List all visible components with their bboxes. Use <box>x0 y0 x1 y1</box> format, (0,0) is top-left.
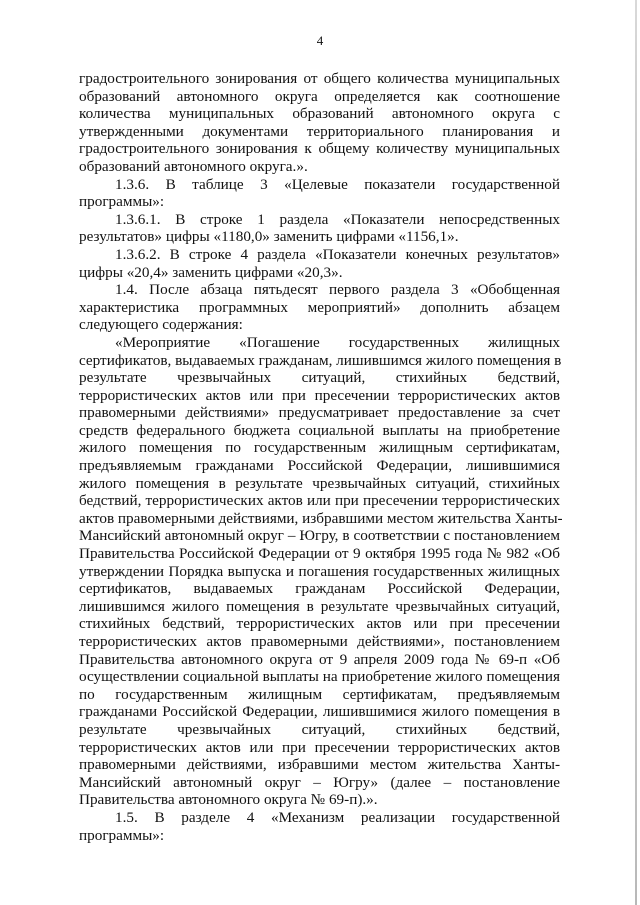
text-line: утверждении Порядка выпуска и погашения государственных жилищных <box>79 562 560 580</box>
text-line: сертификатов, выдаваемых гражданам Российской Федерации, <box>79 580 560 598</box>
text-line: результатов» цифры «1180,0» заменить цифрами «1156,1». <box>79 228 459 246</box>
text-line: цифры «20,4» заменить цифрами «20,3». <box>79 263 343 281</box>
text-line: бедствий, террористических актов или при пресечении террористических <box>79 492 560 510</box>
text-line: программы»: <box>79 193 165 211</box>
document-body <box>79 70 563 844</box>
text-line: программы»: <box>79 826 165 844</box>
text-line: характеристика программных мероприятий» дополнить абзацем <box>79 298 560 316</box>
text-line: жилого помещения по государственным жилищным сертификатам, <box>79 439 560 457</box>
text-line: Правительства Российской Федерации от 9 октября 1995 года № 982 «Об <box>79 545 560 563</box>
text-line: правомерными действиями, избравшими местом жительства Ханты- <box>79 756 560 774</box>
text-line: результате чрезвычайных ситуаций, стихийных бедствий, <box>79 720 560 738</box>
text-line: образований автономного округа определяется как соотношение <box>79 87 560 105</box>
page-number: 4 <box>316 33 324 48</box>
text-line: сертификатов, выдаваемых гражданам, лишившимся жилого помещения в <box>79 351 562 369</box>
text-line: жилого помещения в результате чрезвычайных ситуаций, стихийных <box>79 474 560 492</box>
text-line: 1.3.6.2. В строке 4 раздела «Показатели конечных результатов» <box>115 245 560 263</box>
text-line: Мансийский автономный округ – Югру» (далее – постановление <box>79 773 560 791</box>
text-line: правомерными действиями» предусматривает предоставление за счет <box>79 404 560 422</box>
text-line: количества муниципальных образований автономного округа с <box>79 105 560 123</box>
text-line: 1.3.6. В таблице 3 «Целевые показатели государственной <box>115 175 560 193</box>
text-line: Мансийский автономный округ – Югру, в соответствии с постановлением <box>79 527 560 545</box>
text-line: градостроительного зонирования от общего количества муниципальных <box>79 70 560 87</box>
text-line: «Мероприятие «Погашение государственных жилищных <box>115 333 560 351</box>
text-line: террористических актов или при пресечении террористических актов <box>79 386 560 404</box>
text-line: следующего содержания: <box>79 316 243 334</box>
text-line: 1.5. В разделе 4 «Механизм реализации государственной <box>115 808 560 826</box>
text-line: градостроительного зонирования к общему количеству муниципальных <box>79 140 560 158</box>
text-line: лишившимся жилого помещения в результате чрезвычайных ситуаций, <box>79 597 560 615</box>
text-line: 1.4. После абзаца пятьдесят первого раздела 3 «Обобщенная <box>115 281 560 299</box>
text-line: утвержденными документами территориального планирования и <box>79 122 560 140</box>
text-line: Правительства автономного округа от 9 апреля 2009 года № 69-п «Об <box>79 650 560 668</box>
text-line: актов правомерными действиями, избравшими местом жительства Ханты- <box>79 509 563 527</box>
text-line: террористических актов правомерными действиями», постановлением <box>79 633 560 650</box>
text-line: стихийных бедствий, террористических актов или при пресечении <box>79 615 560 633</box>
text-line: террористических актов или при пресечении террористических актов <box>79 738 560 756</box>
text-line: предъявляемым гражданами Российской Федерации, лишившимися <box>79 457 560 475</box>
text-line: 1.3.6.1. В строке 1 раздела «Показатели непосредственных <box>115 210 560 228</box>
text-line: образований автономного округа.». <box>79 157 308 175</box>
text-line: Правительства автономного округа № 69-п).». <box>79 791 378 809</box>
text-line: осуществлении социальной выплаты на приобретение жилого помещения <box>79 668 560 686</box>
scan-edge-shadow <box>635 0 637 905</box>
text-line: гражданами Российской Федерации, лишившимися жилого помещения в <box>79 703 560 721</box>
text-line: по государственным жилищным сертификатам, предъявляемым <box>79 685 560 703</box>
text-line: результате чрезвычайных ситуаций, стихийных бедствий, <box>79 369 560 387</box>
text-line: средств федерального бюджета социальной выплаты на приобретение <box>79 421 560 439</box>
